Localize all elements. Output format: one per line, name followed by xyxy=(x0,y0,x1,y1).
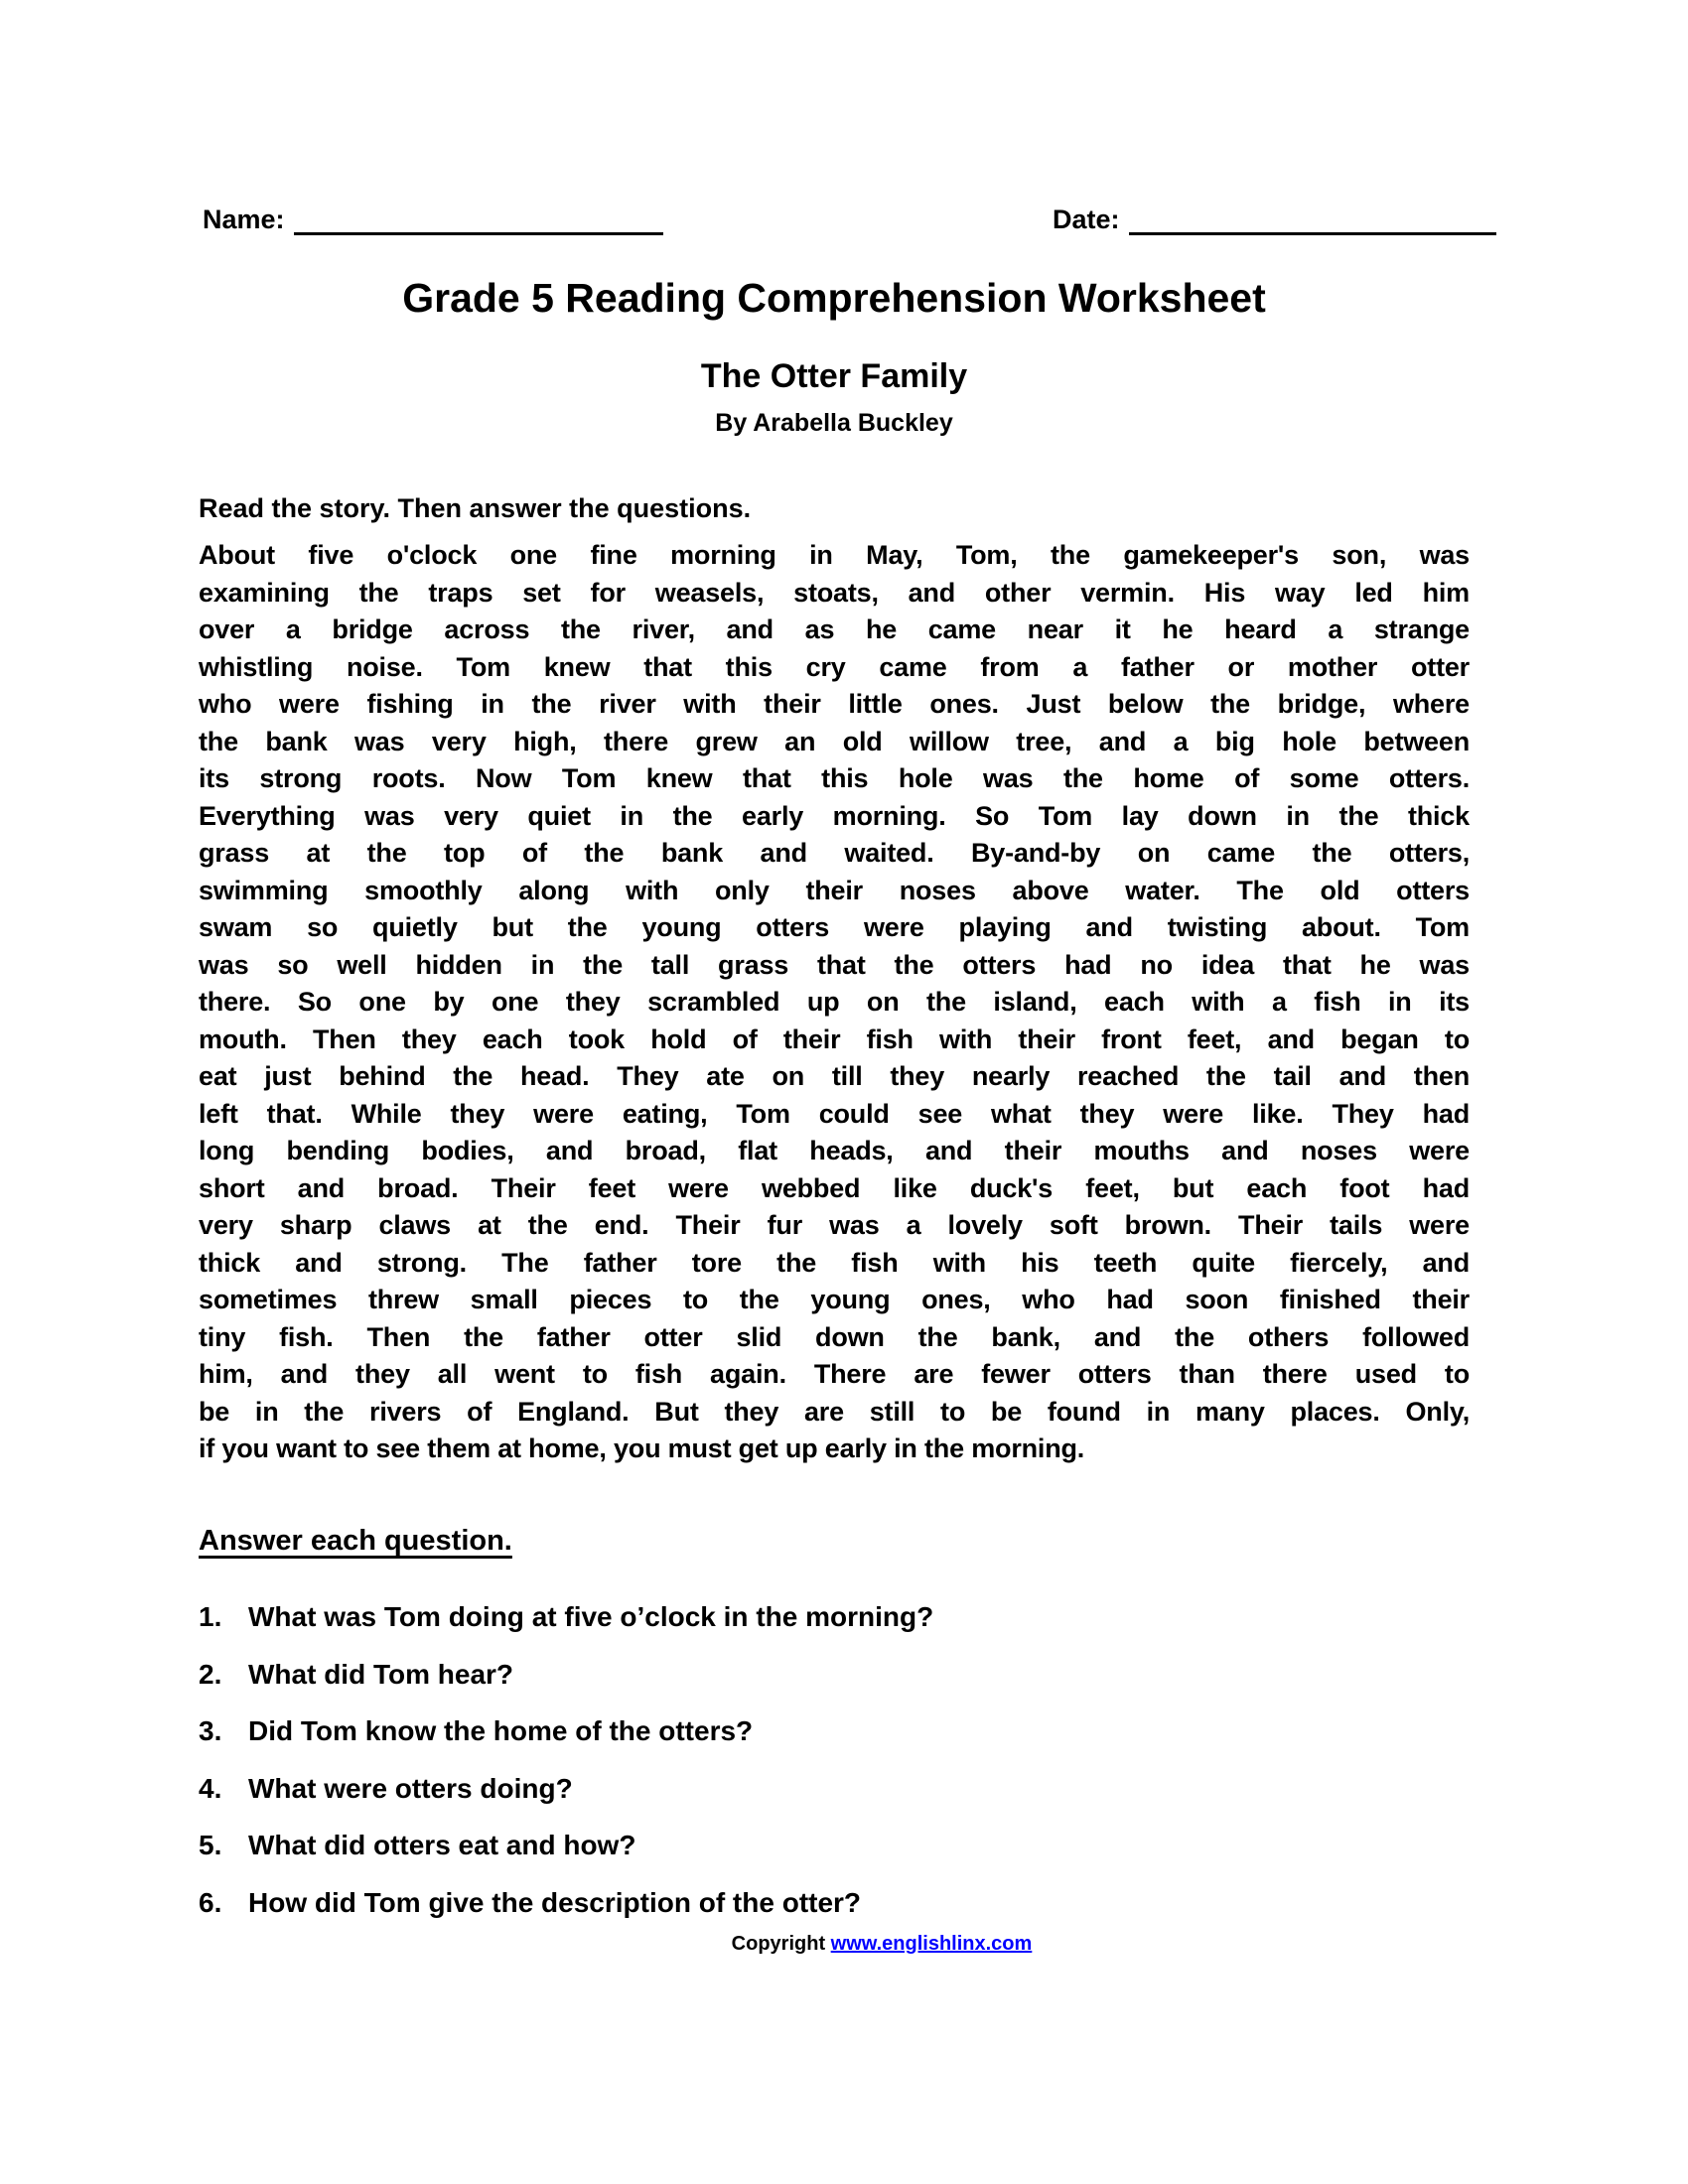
story-line: the bank was very high, there grew an old willow tree, and a big hole between xyxy=(199,726,1470,756)
date-label: Date: xyxy=(1053,205,1120,234)
question-list xyxy=(199,1600,1470,1943)
story-line: him, and they all went to fish again. There are fewer otters than there used to xyxy=(199,1359,1470,1389)
story-line: short and broad. Their feet were webbed like duck's feet, but each foot had xyxy=(199,1172,1470,1203)
name-blank-line xyxy=(294,204,663,235)
question-text: What was Tom doing at five o’clock in the morning? xyxy=(248,1601,934,1632)
story-text xyxy=(199,537,1470,1468)
question-text: What did Tom hear? xyxy=(248,1658,514,1690)
question-number: 5. xyxy=(199,1830,222,1860)
story-line: very sharp claws at the end. Their fur was a lovely soft brown. Their tails were xyxy=(199,1210,1470,1240)
name-field xyxy=(203,204,663,235)
story-line: left that. While they were eating, Tom could see what they were like. They had xyxy=(199,1098,1470,1129)
question-number: 3. xyxy=(199,1715,222,1746)
question-text: Did Tom know the home of the otters? xyxy=(248,1715,754,1746)
byline: By Arabella Buckley xyxy=(715,409,953,437)
story-line: thick and strong. The father tore the fish with his teeth quite fiercely, and xyxy=(199,1247,1470,1278)
story-line: eat just behind the head. They ate on till they nearly reached the tail and then xyxy=(199,1061,1470,1091)
story-line: long bending bodies, and broad, flat heads, and their mouths and noses were xyxy=(199,1136,1470,1165)
story-line: swam so quietly but the young otters were playing and twisting about. Tom xyxy=(199,912,1470,942)
story-line: over a bridge across the river, and as he came near it he heard a strange xyxy=(199,614,1470,644)
story-line: tiny fish. Then the father otter slid down the bank, and the others followed xyxy=(199,1321,1470,1352)
story-line: examining the traps set for weasels, stoats, and other vermin. His way led him xyxy=(199,577,1470,608)
question-row xyxy=(199,1600,1470,1634)
story-line: swimming smoothly along with only their noses above water. The old otters xyxy=(199,875,1470,905)
question-row xyxy=(199,1714,1470,1748)
name-label: Name: xyxy=(203,205,285,234)
story-line: if you want to see them at home, you must get up early in the morning. xyxy=(199,1433,1085,1463)
story-line: Everything was very quiet in the early morning. So Tom lay down in the thick xyxy=(199,800,1470,831)
question-text: What were otters doing? xyxy=(248,1772,573,1804)
question-row xyxy=(199,1829,1470,1862)
copyright-link[interactable]: www.englishlinx.com xyxy=(830,1933,1033,1955)
answer-section-heading: Answer each question. xyxy=(199,1525,512,1557)
footer xyxy=(199,1932,1470,1956)
question-number: 6. xyxy=(199,1886,222,1918)
story-line: grass at the top of the bank and waited. By-and-by on came the otters, xyxy=(199,838,1470,868)
page-title: Grade 5 Reading Comprehension Worksheet xyxy=(402,275,1266,321)
question-number: 4. xyxy=(199,1772,222,1804)
question-number: 1. xyxy=(199,1601,222,1632)
story-line: its strong roots. Now Tom knew that this hole was the home of some otters. xyxy=(199,763,1470,793)
story-line: mouth. Then they each took hold of their fish with their front feet, and began to xyxy=(199,1024,1470,1054)
story-line: there. So one by one they scrambled up on the island, each with a fish in its xyxy=(199,987,1470,1017)
story-line: who were fishing in the river with their little ones. Just below the bridge, where xyxy=(199,689,1470,719)
date-field xyxy=(1053,204,1496,235)
question-row xyxy=(199,1658,1470,1692)
copyright-label: Copyright xyxy=(731,1933,831,1955)
question-text: What did otters eat and how? xyxy=(248,1830,636,1860)
question-row xyxy=(199,1772,1470,1806)
story-line: be in the rivers of England. But they are still to be found in many places. Only, xyxy=(199,1396,1470,1427)
question-row xyxy=(199,1886,1470,1920)
story-line: was so well hidden in the tall grass that the otters had no idea that he was xyxy=(199,949,1470,980)
instructions: Read the story. Then answer the questions. xyxy=(199,493,752,523)
story-line: whistling noise. Tom knew that this cry came from a father or mother otter xyxy=(199,651,1470,682)
story-line: sometimes threw small pieces to the young ones, who had soon finished their xyxy=(199,1285,1470,1314)
date-blank-line xyxy=(1129,204,1496,235)
question-text: How did Tom give the description of the otter? xyxy=(248,1886,862,1918)
story-title: The Otter Family xyxy=(700,357,968,395)
story-line: About five o'clock one fine morning in May, Tom, the gamekeeper's son, was xyxy=(199,540,1470,570)
question-number: 2. xyxy=(199,1658,222,1690)
